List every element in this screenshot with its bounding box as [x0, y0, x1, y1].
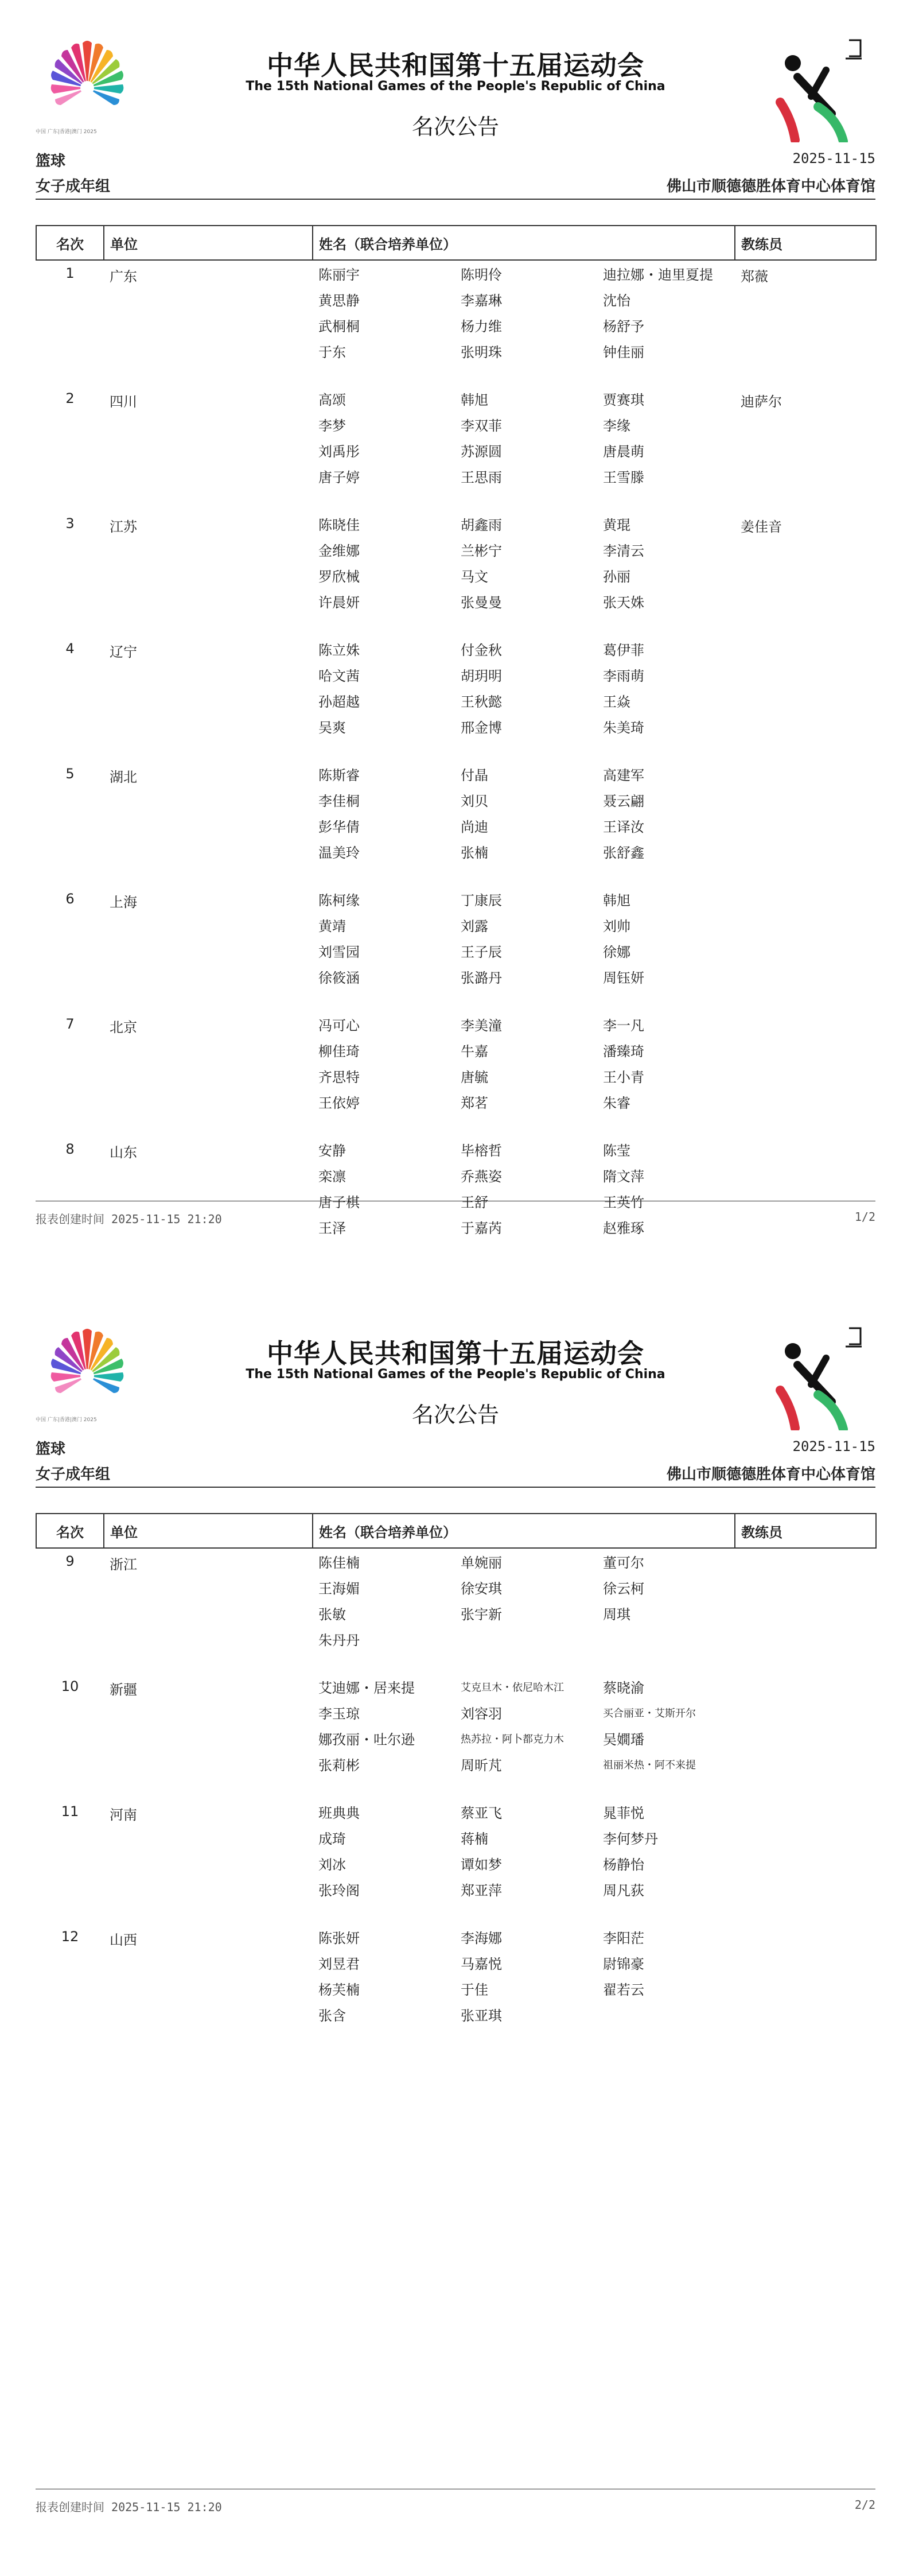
player-name: 许晨妍	[318, 595, 360, 611]
player-name: 李美潼	[461, 1018, 502, 1034]
table-row	[36, 260, 876, 386]
rank-cell: 7	[65, 1016, 75, 1032]
player-name: 翟若云	[603, 1982, 644, 1998]
player-name: 周琪	[603, 1607, 630, 1623]
player-names-grid	[318, 891, 729, 994]
player-name: 蔡晓渝	[603, 1680, 644, 1696]
event-label: 女子成年组	[36, 178, 111, 195]
coach-cell	[735, 1674, 876, 1799]
player-name: 黄思静	[318, 293, 360, 309]
player-name: 冯可心	[318, 1018, 360, 1034]
player-name: 杨静怡	[603, 1857, 644, 1873]
player-name: 付金秋	[461, 642, 502, 658]
column-header-coach: 教练员	[735, 226, 876, 260]
page-number: 1/2	[854, 1210, 875, 1224]
player-name: 李玉琼	[318, 1706, 360, 1722]
player-names-grid	[318, 1929, 729, 2032]
player-name: 黄琨	[603, 517, 630, 533]
player-name: 齐思特	[318, 1069, 360, 1085]
player-name: 尉锦豪	[603, 1956, 644, 1972]
player-name: 王焱	[603, 694, 630, 710]
player-name: 张明珠	[461, 344, 502, 360]
player-name: 罗欣械	[318, 569, 360, 585]
player-names-grid	[318, 515, 729, 619]
player-name: 陈晓佳	[318, 517, 360, 533]
player-name: 晁菲悦	[603, 1805, 644, 1821]
player-name: 刘冰	[318, 1857, 346, 1873]
player-name: 张亚琪	[461, 2008, 502, 2024]
player-names-grid	[318, 1553, 729, 1656]
player-name: 王秋懿	[461, 694, 502, 710]
player-name: 徐筱涵	[318, 970, 360, 986]
player-name: 赵雅琢	[603, 1220, 644, 1236]
unit-cell: 新疆	[110, 1682, 137, 1698]
venue-label: 佛山市顺德德胜体育中心体育馆	[666, 178, 875, 195]
column-header-unit: 单位	[104, 226, 313, 260]
player-name: 王依婷	[318, 1095, 360, 1111]
column-header-names: 姓名（联合培养单位）	[313, 226, 735, 260]
names-cell	[313, 1011, 735, 1136]
player-name: 朱美琦	[603, 720, 644, 736]
player-name: 胡鑫雨	[461, 517, 502, 533]
player-name: 李清云	[603, 543, 644, 559]
player-name: 祖丽米热・阿不来提	[603, 1759, 696, 1771]
player-name: 于东	[318, 344, 346, 360]
player-name: 李缘	[603, 418, 630, 434]
player-name: 钟佳丽	[603, 344, 644, 360]
player-name: 唐晨萌	[603, 444, 644, 460]
player-name: 高建军	[603, 767, 644, 783]
player-name: 黄靖	[318, 918, 346, 934]
player-name: 付晶	[461, 767, 488, 783]
player-name: 谭如梦	[461, 1857, 502, 1873]
table-row	[36, 761, 876, 886]
coach-cell: 迪萨尔	[741, 394, 782, 410]
column-header-coach: 教练员	[735, 1514, 876, 1548]
table-row	[36, 1011, 876, 1136]
player-name: 周凡荻	[603, 1883, 644, 1899]
basketball-pictogram-icon	[763, 1321, 866, 1430]
coach-cell	[735, 886, 876, 1011]
player-name: 吴爽	[318, 720, 346, 736]
page-title-english: The 15th National Games of the People's Republic of China	[246, 1367, 665, 1382]
rank-cell: 5	[65, 766, 75, 782]
player-names-grid	[318, 1803, 729, 1907]
column-header-unit: 单位	[104, 1514, 313, 1548]
unit-cell: 河南	[110, 1807, 137, 1823]
unit-cell: 上海	[110, 894, 137, 910]
player-name: 吴嫺璠	[603, 1732, 644, 1748]
player-name: 隋文萍	[603, 1169, 644, 1185]
player-name: 李雨萌	[603, 668, 644, 684]
rank-cell: 4	[65, 641, 75, 657]
player-name: 王海媚	[318, 1581, 360, 1597]
player-name: 唐毓	[461, 1069, 488, 1085]
player-name: 陈斯睿	[318, 767, 360, 783]
player-name: 刘禹彤	[318, 444, 360, 460]
player-name: 王译汝	[603, 819, 644, 835]
coach-cell	[735, 636, 876, 761]
names-cell	[313, 1136, 735, 1262]
sport-label: 篮球	[36, 153, 66, 170]
coach-cell: 郑薇	[741, 269, 768, 285]
column-header-rank: 名次	[36, 226, 104, 260]
player-names-grid	[318, 1678, 729, 1782]
page-2	[0, 1288, 911, 2576]
player-name: 陈莹	[603, 1143, 630, 1159]
player-name: 王子辰	[461, 944, 502, 960]
player-name: 艾克旦木・依尼哈木江	[461, 1682, 564, 1694]
coach-cell	[735, 1548, 876, 1674]
player-name: 于嘉芮	[461, 1220, 502, 1236]
player-name: 唐子棋	[318, 1194, 360, 1211]
player-name: 毕榕哲	[461, 1143, 502, 1159]
names-cell	[313, 260, 735, 386]
player-name: 韩旭	[461, 392, 488, 408]
unit-cell: 四川	[110, 394, 137, 410]
names-cell	[313, 386, 735, 511]
player-name: 葛伊菲	[603, 642, 644, 658]
player-name: 蔡亚飞	[461, 1805, 502, 1821]
player-name: 李嘉琳	[461, 293, 502, 309]
player-name: 刘雪园	[318, 944, 360, 960]
page-subtitle: 名次公告	[411, 1402, 499, 1427]
player-name: 李阳茫	[603, 1930, 644, 1946]
player-name: 安静	[318, 1143, 346, 1159]
player-name: 陈张妍	[318, 1930, 360, 1946]
page-title: 中华人民共和国第十五届运动会	[267, 1338, 644, 1369]
player-name: 李一凡	[603, 1018, 644, 1034]
player-name	[603, 2006, 746, 2032]
logo-caption: 中国 广东|香港|澳门 2025	[36, 129, 97, 135]
player-name: 董可尔	[603, 1555, 644, 1571]
player-name: 张曼曼	[461, 595, 502, 611]
names-cell	[313, 1674, 735, 1799]
rank-cell: 10	[61, 1678, 79, 1694]
table-row	[36, 1924, 876, 2049]
player-name: 王雪滕	[603, 470, 644, 486]
table-row	[36, 386, 876, 511]
player-name: 武桐桐	[318, 319, 360, 335]
player-name: 刘贝	[461, 793, 488, 809]
player-name: 李双菲	[461, 418, 502, 434]
names-cell	[313, 1924, 735, 2049]
player-name: 王泽	[318, 1220, 346, 1236]
coach-cell	[735, 1799, 876, 1924]
unit-cell: 江苏	[110, 519, 137, 535]
player-name: 栾凛	[318, 1169, 346, 1185]
player-name: 娜孜丽・吐尔逊	[318, 1732, 415, 1748]
table-header-row	[36, 1514, 876, 1548]
player-name: 孙丽	[603, 569, 630, 585]
player-name: 徐安琪	[461, 1581, 502, 1597]
player-name: 班典典	[318, 1805, 360, 1821]
player-name: 杨舒予	[603, 319, 644, 335]
event-label: 女子成年组	[36, 1466, 111, 1483]
rank-cell: 6	[65, 891, 75, 907]
player-name: 潘臻琦	[603, 1043, 644, 1060]
names-cell	[313, 1548, 735, 1674]
player-name: 牛嘉	[461, 1043, 488, 1060]
player-name: 哈文茜	[318, 668, 360, 684]
player-name: 徐云柯	[603, 1581, 644, 1597]
names-cell	[313, 1799, 735, 1924]
player-name	[461, 1631, 603, 1656]
player-name: 乔燕姿	[461, 1169, 502, 1185]
unit-cell: 湖北	[110, 769, 137, 785]
player-name: 刘昱君	[318, 1956, 360, 1972]
player-name: 贾赛琪	[603, 392, 644, 408]
logo-caption: 中国 广东|香港|澳门 2025	[36, 1417, 97, 1423]
player-name: 高颂	[318, 392, 346, 408]
player-name: 张潞丹	[461, 970, 502, 986]
player-name: 张敏	[318, 1607, 346, 1623]
player-name: 刘帅	[603, 918, 630, 934]
table-header-row	[36, 226, 876, 260]
player-name: 李梦	[318, 418, 346, 434]
player-name: 丁康辰	[461, 893, 502, 909]
ranking-table	[36, 225, 877, 1262]
player-name: 蒋楠	[461, 1831, 488, 1847]
table-row	[36, 1548, 876, 1674]
player-name: 朱丹丹	[318, 1632, 360, 1648]
table-row	[36, 1136, 876, 1262]
player-names-grid	[318, 1141, 729, 1244]
player-name: 刘容羽	[461, 1706, 502, 1722]
player-names-grid	[318, 1016, 729, 1119]
report-date: 2025-11-15	[792, 150, 875, 166]
player-name: 陈立姝	[318, 642, 360, 658]
player-name: 刘露	[461, 918, 488, 934]
unit-cell: 辽宁	[110, 644, 137, 660]
player-names-grid	[318, 766, 729, 869]
player-name: 张莉彬	[318, 1758, 360, 1774]
player-name: 买合丽亚・艾斯开尔	[603, 1708, 696, 1720]
player-names-grid	[318, 265, 729, 368]
column-header-names: 姓名（联合培养单位）	[313, 1514, 735, 1548]
unit-cell: 山东	[110, 1145, 137, 1161]
player-name: 兰彬宁	[461, 543, 502, 559]
player-name: 张舒鑫	[603, 845, 644, 861]
unit-cell: 浙江	[110, 1557, 137, 1573]
coach-cell	[735, 1136, 876, 1262]
player-name: 陈柯缘	[318, 893, 360, 909]
table-row	[36, 1674, 876, 1799]
player-name: 李佳桐	[318, 793, 360, 809]
player-name: 王小青	[603, 1069, 644, 1085]
page-subtitle: 名次公告	[411, 114, 499, 139]
player-name: 苏源圆	[461, 444, 502, 460]
names-cell	[313, 761, 735, 886]
table-row	[36, 636, 876, 761]
report-created-time: 报表创建时间 2025-11-15 21:20	[36, 2500, 222, 2514]
player-name: 孙超越	[318, 694, 360, 710]
player-name: 张玲阁	[318, 1883, 360, 1899]
coach-cell	[735, 1924, 876, 2049]
player-name: 朱睿	[603, 1095, 630, 1111]
rank-cell: 9	[65, 1553, 75, 1569]
player-name: 于佳	[461, 1982, 488, 1998]
player-name: 马嘉悦	[461, 1956, 502, 1972]
names-cell	[313, 511, 735, 636]
names-cell	[313, 636, 735, 761]
rank-cell: 12	[61, 1929, 79, 1945]
player-name: 彭华倩	[318, 819, 360, 835]
player-name: 尚迪	[461, 819, 488, 835]
player-name: 张含	[318, 2008, 346, 2024]
player-name: 马文	[461, 569, 488, 585]
player-name: 艾迪娜・居来提	[318, 1680, 415, 1696]
player-name: 聂云翩	[603, 793, 644, 809]
header-divider	[36, 199, 875, 200]
player-name: 邢金博	[461, 720, 502, 736]
player-name: 张天姝	[603, 595, 644, 611]
player-name: 韩旭	[603, 893, 630, 909]
player-name: 王思雨	[461, 470, 502, 486]
table-row	[36, 1799, 876, 1924]
player-name: 李海娜	[461, 1930, 502, 1946]
player-name: 温美玲	[318, 845, 360, 861]
unit-cell: 山西	[110, 1932, 137, 1948]
table-row	[36, 511, 876, 636]
player-name: 陈明伶	[461, 267, 502, 283]
player-name: 胡玥明	[461, 668, 502, 684]
unit-cell: 北京	[110, 1019, 137, 1035]
names-cell	[313, 886, 735, 1011]
player-name: 郑茗	[461, 1095, 488, 1111]
report-created-time: 报表创建时间 2025-11-15 21:20	[36, 1212, 222, 1226]
player-names-grid	[318, 641, 729, 744]
player-name: 陈佳楠	[318, 1555, 360, 1571]
player-name: 柳佳琦	[318, 1043, 360, 1060]
rank-cell: 3	[65, 515, 75, 532]
rank-cell: 1	[65, 265, 75, 281]
rank-cell: 2	[65, 390, 75, 406]
coach-cell	[735, 1011, 876, 1136]
player-name: 沈怡	[603, 293, 630, 309]
player-name: 郑亚萍	[461, 1883, 502, 1899]
player-name: 徐娜	[603, 944, 630, 960]
unit-cell: 广东	[110, 269, 137, 285]
rank-cell: 8	[65, 1141, 75, 1157]
report-date: 2025-11-15	[792, 1438, 875, 1454]
player-name: 周钰妍	[603, 970, 644, 986]
rank-cell: 11	[61, 1803, 79, 1820]
player-name: 张宇新	[461, 1607, 502, 1623]
player-name: 热苏拉・阿卜都克力木	[461, 1733, 564, 1745]
coach-cell	[735, 761, 876, 886]
page-number: 2/2	[854, 2498, 875, 2512]
player-name: 单婉丽	[461, 1555, 502, 1571]
page-title-english: The 15th National Games of the People's Republic of China	[246, 79, 665, 94]
player-name: 周昕芃	[461, 1758, 502, 1774]
player-names-grid	[318, 390, 729, 494]
player-name: 杨芙楠	[318, 1982, 360, 1998]
column-header-rank: 名次	[36, 1514, 104, 1548]
player-name: 迪拉娜・迪里夏提	[603, 267, 713, 283]
player-name: 李何梦丹	[603, 1831, 658, 1847]
sport-label: 篮球	[36, 1441, 66, 1458]
ranking-table	[36, 1513, 877, 2049]
player-name: 杨力维	[461, 319, 502, 335]
table-row	[36, 886, 876, 1011]
player-name: 成琦	[318, 1831, 346, 1847]
basketball-pictogram-icon	[763, 33, 866, 142]
player-name: 王英竹	[603, 1194, 644, 1211]
player-name: 唐子婷	[318, 470, 360, 486]
page-title: 中华人民共和国第十五届运动会	[267, 50, 644, 81]
header-divider	[36, 1487, 875, 1488]
player-name	[603, 1631, 746, 1656]
venue-label: 佛山市顺德德胜体育中心体育馆	[666, 1466, 875, 1483]
player-name: 金维娜	[318, 543, 360, 559]
player-name: 陈丽宇	[318, 267, 360, 283]
player-name: 张楠	[461, 845, 488, 861]
coach-cell: 姜佳音	[741, 519, 782, 535]
player-name: 王舒	[461, 1194, 488, 1211]
